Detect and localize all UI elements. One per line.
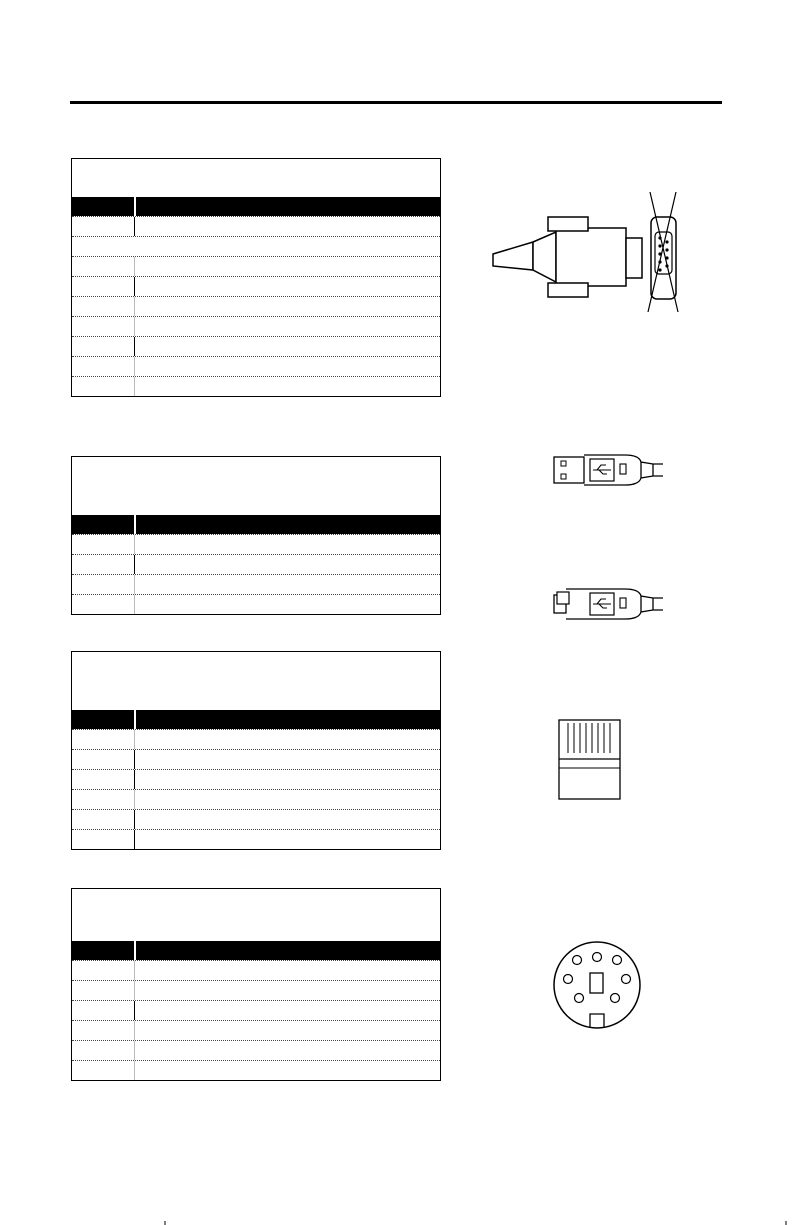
table-row: [72, 1060, 440, 1080]
signal-cell: [134, 770, 440, 789]
table-row: [72, 574, 440, 594]
pin-cell: [72, 750, 134, 769]
table-row: [72, 296, 440, 316]
table-row: [72, 594, 440, 614]
table-row: [72, 1020, 440, 1040]
signal-cell: [134, 1001, 440, 1020]
table-row: [72, 336, 440, 356]
pin-cell: [72, 257, 134, 276]
signal-cell: [134, 317, 440, 336]
signal-cell: [134, 377, 440, 396]
table-row: [72, 960, 440, 980]
pin-cell: [72, 1001, 134, 1020]
pin-cell: [72, 277, 134, 296]
pin-cell: [72, 237, 76, 256]
table-row: [72, 236, 440, 256]
usb-b-connector-icon: [553, 586, 665, 622]
table-row: [72, 316, 440, 336]
table-row: [72, 554, 440, 574]
signal-cell: [134, 790, 440, 809]
crop-marks: [0, 1221, 793, 1225]
table-row: [72, 769, 440, 789]
table-row: [72, 376, 440, 396]
table-title: [72, 652, 440, 710]
pin-cell: [72, 317, 134, 336]
pin-cell: [72, 1061, 134, 1080]
table-row: [72, 1040, 440, 1060]
signal-cell: [134, 575, 440, 594]
signal-cell: [134, 595, 440, 614]
signal-cell: [134, 981, 440, 1000]
pin-cell: [72, 575, 134, 594]
pin-cell: [72, 555, 134, 574]
signal-cell: [134, 337, 440, 356]
table-header-row: [72, 515, 440, 534]
table-row: [72, 829, 440, 849]
table-header-row: [72, 710, 440, 729]
pin-cell: [72, 357, 134, 376]
pin-cell: [72, 981, 134, 1000]
usb-a-connector-icon: [553, 452, 665, 488]
signal-cell: [134, 750, 440, 769]
db9-pinout-table: [71, 158, 441, 397]
table-title: [72, 889, 440, 941]
signal-cell: [134, 961, 440, 980]
pin-cell: [72, 217, 134, 236]
table-header-row: [72, 197, 440, 216]
table-row: [72, 789, 440, 809]
table-row: [72, 534, 440, 554]
signal-cell: [134, 535, 440, 554]
pin-cell: [72, 595, 134, 614]
signal-cell: [134, 257, 440, 276]
table-row: [72, 980, 440, 1000]
table-row: [72, 356, 440, 376]
pin-cell: [72, 377, 134, 396]
pin-cell: [72, 770, 134, 789]
pin-cell: [72, 337, 134, 356]
table-row: [72, 1000, 440, 1020]
signal-cell: [134, 830, 440, 849]
table-title: [72, 457, 440, 515]
pin-cell: [72, 297, 134, 316]
signal-cell: [134, 297, 440, 316]
mini-din-connector-icon: [552, 940, 642, 1030]
signal-cell: [134, 277, 440, 296]
pin-cell: [72, 1041, 134, 1060]
pin-cell: [72, 830, 134, 849]
signal-cell: [134, 217, 440, 236]
table-row: [72, 256, 440, 276]
table-row: [72, 729, 440, 749]
signal-cell: [134, 1041, 440, 1060]
ps2-pinout-table: [71, 888, 441, 1081]
header-rule: [70, 101, 722, 104]
table-row: [72, 276, 440, 296]
pin-cell: [72, 535, 134, 554]
pin-cell: [72, 810, 134, 829]
table-row: [72, 809, 440, 829]
db9-connector-icon: [488, 190, 688, 312]
table-title: [72, 159, 440, 197]
pin-cell: [72, 730, 134, 749]
signal-cell: [134, 1021, 440, 1040]
table-row: [72, 216, 440, 236]
rj45-connector-icon: [558, 719, 622, 801]
pin-cell: [72, 790, 134, 809]
table-row: [72, 749, 440, 769]
pin-cell: [72, 961, 134, 980]
signal-cell: [134, 555, 440, 574]
signal-cell: [134, 357, 440, 376]
rj-pinout-table: [71, 651, 441, 850]
signal-cell: [134, 1061, 440, 1080]
signal-cell: [134, 730, 440, 749]
table-header-row: [72, 941, 440, 960]
usb-pinout-table: [71, 456, 441, 615]
signal-cell: [134, 810, 440, 829]
pin-cell: [72, 1021, 134, 1040]
